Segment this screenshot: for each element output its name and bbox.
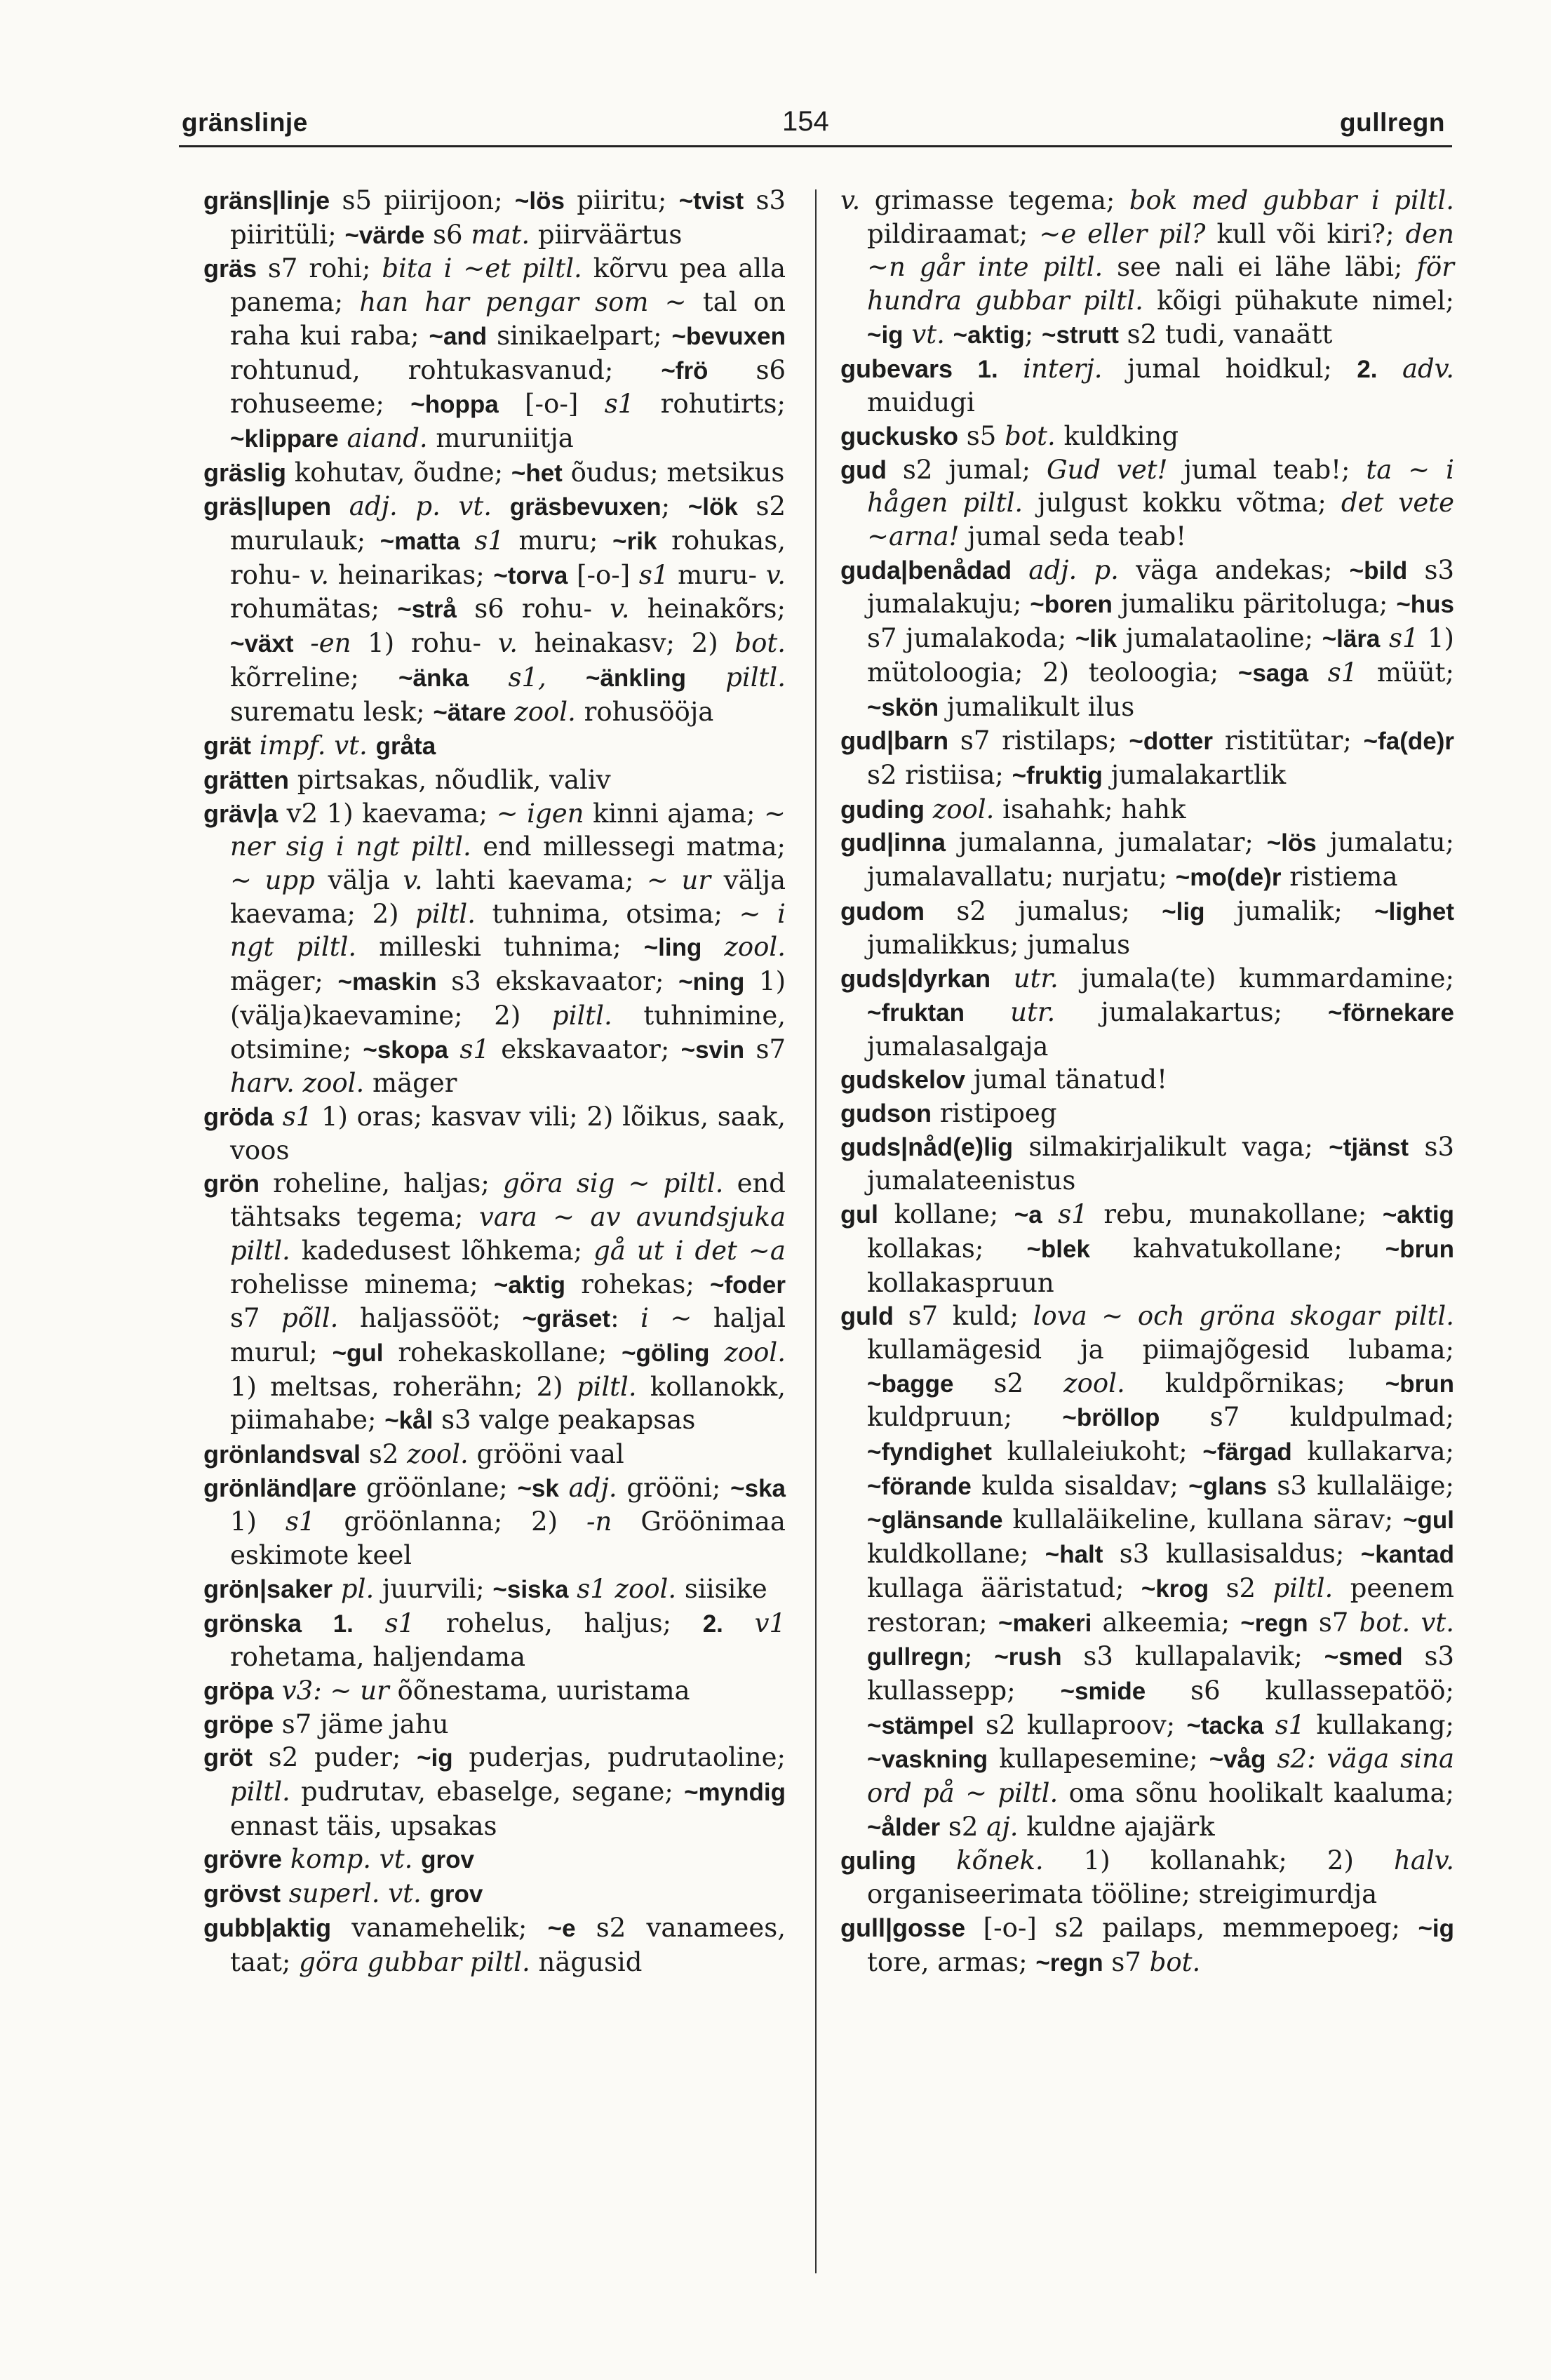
- dictionary-entry: gudskelov jumal tänatud!: [840, 1064, 1167, 1095]
- dictionary-entry: gröpa v3: ~ ur õõnestama, uuristama: [203, 1675, 690, 1706]
- dictionary-entry: gud|barn s7 ristilaps; ~dotter ristitütar; ~fa(de)r s2 ristiisa; ~fruktig jumalakartlik: [840, 726, 1455, 790]
- right-column: [840, 184, 1454, 1979]
- dictionary-entry: gräns|linje s5 piirijoon; ~lös piiritu; ~tvist s3 piiritüli; ~värde s6 mat. piirväärtus: [203, 185, 786, 250]
- dictionary-entry: grönlandsval s2 zool. grööni vaal: [203, 1439, 624, 1470]
- dictionary-entry: grönska 1. s1 rohelus, haljus; 2. v1 rohetama, haljendama: [203, 1607, 786, 1673]
- dictionary-entry: v. grimasse tegema; bok med gubbar i piltl. pildiraamat; ~e eller pil? kull või kiri?; den ~n går inte piltl. see nali ei lähe läbi; för hundra gubbar piltl. kõigi pühakute nimel; ~ig vt. ~aktig; ~strutt s2 tudi, vanaätt: [840, 185, 1455, 349]
- column-divider: [815, 189, 817, 2273]
- dictionary-entry: guds|dyrkan utr. jumala(te) kummardamine; ~fruktan utr. jumalakartus; ~förnekare jumalasalgaja: [840, 963, 1454, 1062]
- dictionary-entry: guding zool. isahahk; hahk: [840, 794, 1186, 824]
- dictionary-entry: grät impf. vt. gråta: [203, 730, 436, 761]
- dictionary-entry: grön|saker pl. juurvili; ~siska s1 zool. siisike: [203, 1573, 767, 1604]
- guide-word-left: gränslinje: [182, 108, 308, 137]
- dictionary-entry: gräslig kohutav, õudne; ~het õudus; metsikus: [203, 457, 785, 488]
- page-number: 154: [782, 106, 829, 137]
- dictionary-entry: guds|nåd(e)lig silmakirjalikult vaga; ~tjänst s3 jumalateenistus: [840, 1131, 1454, 1196]
- left-column: [203, 184, 786, 1979]
- dictionary-entry: grövre komp. vt. grov: [203, 1844, 474, 1875]
- dictionary-entry: gud s2 jumal; Gud vet! jumal teab!; ta ~ i hågen piltl. julgust kokku võtma; det vete ~arna! jumal seda teab!: [840, 454, 1454, 552]
- dictionary-entry: gröda s1 1) oras; kasvav vili; 2) lõikus, saak, voos: [203, 1101, 786, 1165]
- dictionary-entry: gräv|a v2 1) kaevama; ~ igen kinni ajama; ~ ner sig i ngt piltl. end millessegi matma; ~ upp välja v. lahti kaevama; ~ ur välja kaevama; 2) piltl. tuhnima, otsima; ~ i ngt piltl. milleski tuhnima; ~ling zool. mäger; ~maskin s3 ekskavaator; ~ning 1) (välja)kaevamine; 2) piltl. tuhnimine, otsimine; ~skopa s1 ekskavaator; ~svin s7 harv. zool. mäger: [203, 798, 786, 1099]
- dictionary-entry: gubevars 1. interj. jumal hoidkul; 2. adv. muidugi: [840, 353, 1455, 418]
- header-rule: [179, 145, 1452, 147]
- dictionary-entry: gudson ristipoeg: [840, 1097, 1057, 1128]
- dictionary-entry: gröpe s7 jäme jahu: [203, 1709, 449, 1739]
- dictionary-entry: grön roheline, haljas; göra sig ~ piltl. end tähtsaks tegema; vara ~ av avundsjuka piltl. kadedusest lõhkema; gå ut i det ~a rohelisse minema; ~aktig rohekas; ~foder s7 põll. haljassööt; ~gräset: i ~ haljal murul; ~gul rohekaskollane; ~göling zool. 1) meltsas, roherähn; 2) piltl. kollanokk, piimahabe; ~kål s3 valge peakapsas: [203, 1168, 786, 1436]
- dictionary-entry: gul kollane; ~a s1 rebu, munakollane; ~aktig kollakas; ~blek kahvatukollane; ~brun kollakaspruun: [840, 1199, 1454, 1298]
- dictionary-entry: gud|inna jumalanna, jumalatar; ~lös jumalatu; jumalavallatu; nurjatu; ~mo(de)r ristiema: [840, 827, 1455, 893]
- page-header: [179, 91, 1452, 147]
- dictionary-entry: guda|benådad adj. p. väga andekas; ~bild s3 jumalakuju; ~boren jumaliku päritoluga; ~hus s7 jumalakoda; ~lik jumalataoline; ~lära s1 1) mütoloogia; 2) teoloogia; ~saga s1 müüt; ~skön jumalikult ilus: [840, 554, 1455, 722]
- dictionary-entry: guld s7 kuld; lova ~ och gröna skogar piltl. kullamägesid ja piimajõgesid lubama; ~bagge s2 zool. kuldpõrnikas; ~brun kuldpruun; ~bröllop s7 kuldpulmad; ~fyndighet kullaleiukoht; ~färgad kullakarva; ~förande kulda sisaldav; ~glans s3 kullaläige; ~glänsande kullaläikeline, kullana särav; ~gul kuldkollane; ~halt s3 kullasisaldus; ~kantad kullaga ääristatud; ~krog s2 piltl. peenem restoran; ~makeri alkeemia; ~regn s7 bot. vt. gullregn; ~rush s3 kullapalavik; ~smed s3 kullassepp; ~smide s6 kullassepatöö; ~stämpel s2 kullaproov; ~tacka s1 kullakang; ~vaskning kullapesemine; ~våg s2: väga sina ord på ~ piltl. oma sõnu hoolikalt kaaluma; ~ålder s2 aj. kuldne ajajärk: [840, 1301, 1455, 1842]
- dictionary-entry: gubb|aktig vanamehelik; ~e s2 vanamees, taat; göra gubbar piltl. nägusid: [203, 1912, 786, 1977]
- dictionary-entry: gräs|lupen adj. p. vt. gräsbevuxen; ~lök s2 murulauk; ~matta s1 muru; ~rik rohukas, rohu- v. heinarikas; ~torva [-o-] s1 muru- v. rohumätas; ~strå s6 rohu- v. heinakõrs; ~växt -en 1) rohu- v. heinakasv; 2) bot. kõrreline; ~änka s1, ~änkling piltl. surematu lesk; ~ätare zool. rohusööja: [203, 491, 786, 727]
- dictionary-entry: gräs s7 rohi; bita i ~et piltl. kõrvu pea alla panema; han har pengar som ~ tal on raha kui raba; ~and sinikaelpart; ~bevuxen rohtunud, rohtukasvanud; ~frö s6 rohuseeme; ~hoppa [-o-] s1 rohutirts; ~klippare aiand. muruniitja: [203, 253, 786, 453]
- dictionary-entry: guckusko s5 bot. kuldking: [840, 420, 1179, 451]
- guide-word-right: gullregn: [1340, 108, 1445, 137]
- dictionary-entry: guling kõnek. 1) kollanahk; 2) halv. organiseerimata tööline; streigimurdja: [840, 1845, 1454, 1910]
- dictionary-entry: gull|gosse [-o-] s2 pailaps, memmepoeg; ~ig tore, armas; ~regn s7 bot.: [840, 1912, 1454, 1977]
- dictionary-entry: grövst superl. vt. grov: [203, 1878, 483, 1909]
- dictionary-entry: grönländ|are gröönlane; ~sk adj. grööni; ~ska 1) s1 gröönlanna; 2) -n Gröönimaa eskimote keel: [203, 1472, 786, 1571]
- dictionary-entry: gröt s2 puder; ~ig puderjas, pudrutaoline; piltl. pudrutav, ebaselge, segane; ~myndig ennast täis, upsakas: [203, 1742, 786, 1841]
- dictionary-entry: gudom s2 jumalus; ~lig jumalik; ~lighet jumalikkus; jumalus: [840, 895, 1454, 961]
- dictionary-entry: grätten pirtsakas, nõudlik, valiv: [203, 764, 611, 795]
